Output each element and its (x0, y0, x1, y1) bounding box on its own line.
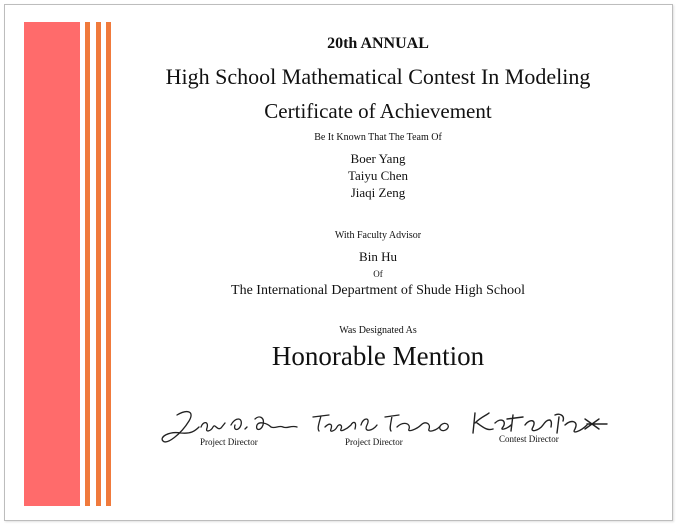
certificate-frame (4, 4, 673, 521)
decorative-band (24, 22, 80, 506)
school-name: The International Department of Shude High School (231, 283, 525, 298)
signature-title: Project Director (200, 437, 258, 447)
intro-text: Be It Known That The Team Of (314, 132, 442, 143)
of-text: Of (373, 269, 383, 279)
advisor-name: Bin Hu (359, 249, 397, 264)
decorative-stripe (85, 22, 90, 506)
team-member: Taiyu Chen (347, 168, 409, 183)
edition-heading: 20th ANNUAL (327, 35, 429, 52)
decorative-stripe (106, 22, 111, 506)
team-member: Jiaqi Zeng (350, 185, 406, 200)
team-member: Boer Yang (350, 151, 406, 166)
signature-title: Project Director (345, 437, 403, 447)
decorative-stripe (96, 22, 101, 506)
signature-title: Contest Director (499, 434, 559, 444)
award-title: Honorable Mention (271, 341, 485, 371)
advisor-intro: With Faculty Advisor (334, 230, 422, 241)
certificate-title: Certificate of Achievement (264, 99, 492, 123)
contest-name: High School Mathematical Contest In Modeling (165, 64, 591, 89)
designation-intro: Was Designated As (339, 325, 417, 336)
